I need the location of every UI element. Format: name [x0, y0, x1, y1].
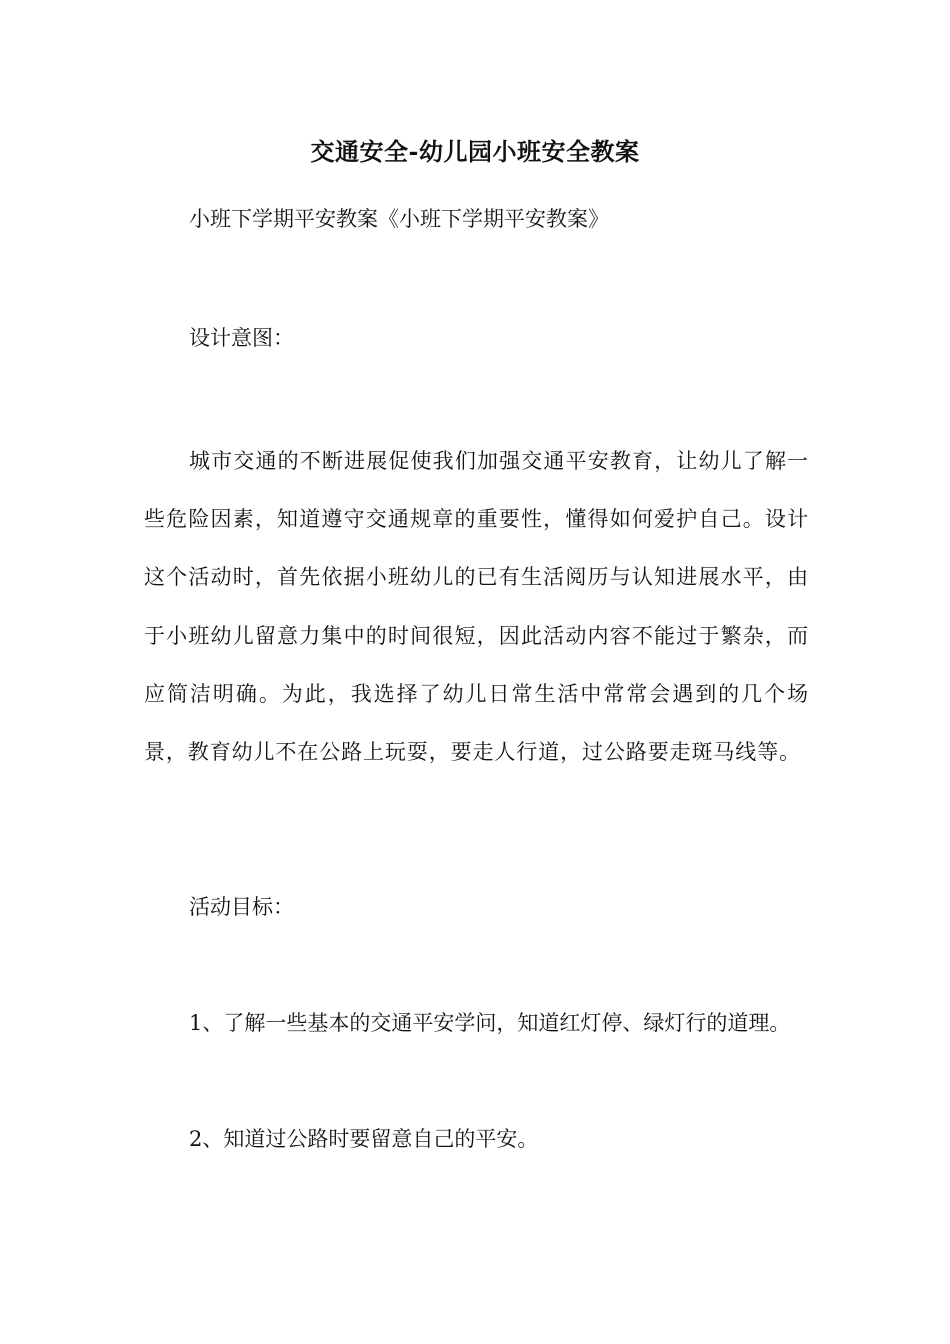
- design-intent-paragraph: 城市交通的不断进展促使我们加强交通平安教育，让幼儿了解一些危险因素，知道遵守交通规章的重要性，懂得如何爱护自己。设计这个活动时，首先依据小班幼儿的已有生活阅历与认知进展水平，由于小班幼儿留意力集中的时间很短，因此活动内容不能过于繁杂，而应简洁明确。为此，我选择了幼儿日常生活中常常会遇到的几个场景，教育幼儿不在公路上玩耍，要走人行道，过公路要走斑马线等。: [144, 449, 809, 765]
- goal-item-1: 1、了解一些基本的交通平安学问，知道红灯停、绿灯行的道理。: [189, 1011, 791, 1035]
- goal-item-2: 2、知道过公路时要留意自己的平安。: [189, 1127, 539, 1151]
- activity-goals-heading: 活动目标：: [189, 895, 294, 919]
- document-title: 交通安全-幼儿园小班安全教案: [310, 137, 640, 166]
- design-intent-heading: 设计意图：: [189, 326, 294, 350]
- document-subtitle: 小班下学期平安教案《小班下学期平安教案》: [189, 207, 609, 231]
